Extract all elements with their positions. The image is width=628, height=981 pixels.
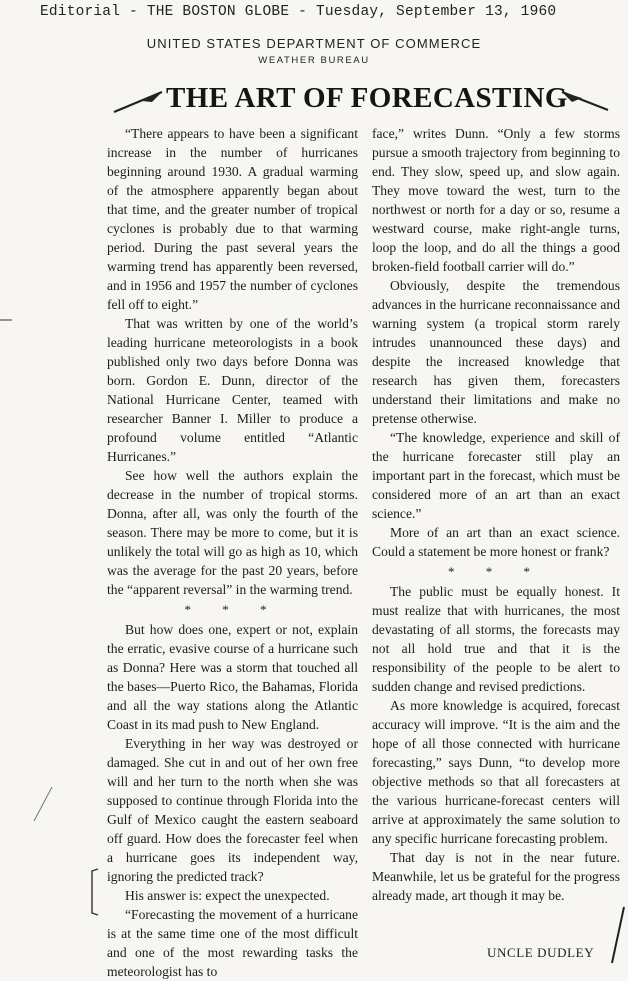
left-flourish-icon bbox=[112, 88, 164, 114]
paragraph: See how well the authors explain the decrease in the number of tropical storms. Donna, after all, was only the fourth of the season. There may be more to come, but it is unlikely the total will go as high as 10, which was the average for the past 20 years, before the “apparent reversal” in the warming trend. bbox=[107, 468, 358, 597]
margin-dash-icon bbox=[0, 318, 14, 322]
paragraph: But how does one, expert or not, explain the erratic, evasive course of a hurricane such as Donna? Here was a storm that touched all the bases—Puerto Rico, the Bahamas, Florida and all the way stations along the Atlantic Coast in its mad push to New England. bbox=[107, 622, 358, 732]
paragraph: That was written by one of the world’s leading hurricane meteorologists in a book published only two days before Donna was born. Gordon E. Dunn, director of the National Hurricane Center, teamed with researcher Banner I. Miller to produce a profound volume entitled “Atlantic Hurricanes.” bbox=[107, 316, 358, 464]
paragraph: face,” writes Dunn. “Only a few storms pursue a smooth trajectory from beginning to end. They slow, speed up, and slow again. They move toward the west, turn to the northwest or north for a day or so, resume a westward course, make right-angle turns, loop the loop, and do all the things a good broken-field football carrier will do.” bbox=[372, 126, 620, 274]
right-column bbox=[372, 124, 620, 905]
paragraph: “Forecasting the movement of a hurricane is at the same time one of the most difficult and one of the most rewarding tasks the meteorologist has to bbox=[107, 907, 358, 979]
margin-pencil-mark-icon bbox=[30, 785, 56, 825]
bureau-heading: WEATHER BUREAU bbox=[258, 55, 370, 66]
section-separator: * * * bbox=[448, 564, 544, 579]
title-block bbox=[0, 82, 628, 122]
paragraph: Everything in her way was destroyed or damaged. She cut in and out of her own free will and her turn to the north when she was supposed to continue through Florida into the Gulf of Mexico caught the eastern seaboard off guard. How does the forecaster feel when a hurricane goes its independent way, ignoring the predicted track? bbox=[107, 736, 358, 884]
department-heading: UNITED STATES DEPARTMENT OF COMMERCE bbox=[146, 36, 482, 51]
section-separator: * * * bbox=[184, 602, 281, 617]
margin-bracket-icon bbox=[90, 868, 100, 916]
paragraph: “The knowledge, experience and skill of the hurricane forecaster still play an important part in the forecast, which must be considered more of an art than an exact science.” bbox=[372, 430, 620, 521]
paragraph: Obviously, despite the tremendous advances in the hurricane reconnaissance and warning system (a tropical storm rarely intrudes unannounced these days) and despite the increased knowledge that research has given them, forecasters understand their limitations and make no pretense otherwise. bbox=[372, 278, 620, 426]
left-column bbox=[107, 124, 358, 981]
right-flourish-icon bbox=[560, 88, 610, 114]
paragraph: More of an art than an exact science. Could a statement be more honest or frank? bbox=[372, 525, 620, 559]
paragraph: “There appears to have been a significant increase in the number of hurricanes beginning around 1930. A gradual warming of the atmosphere apparently began about that time, and the greater number of tropical cyclones is probably due to that warming period. During the past several years the warming trend has apparently been reversed, and in 1956 and 1957 the number of cyclones fell off to eight.” bbox=[107, 126, 358, 312]
article-title: THE ART OF FORECASTING bbox=[166, 82, 568, 114]
dateline: Editorial - THE BOSTON GLOBE - Tuesday, September 13, 1960 bbox=[40, 4, 557, 20]
paragraph: That day is not in the near future. Meanwhile, let us be grateful for the progress already made, art though it may be. bbox=[372, 850, 620, 903]
paragraph: As more knowledge is acquired, forecast accuracy will improve. “It is the aim and the hope of all those connected with hurricane forecasting,” says Dunn, “to develop more objective methods so that all forecasters at the various hurricane-forecast centers will arrive at approximately the same solution to any specific hurricane forecasting problem. bbox=[372, 698, 620, 846]
paragraph: The public must be equally honest. It must realize that with hurricanes, the most devastating of all storms, the forecasts may not all hold true and that it is the responsibility of the people to be alert to sudden change and revised predictions. bbox=[372, 584, 620, 694]
signature: UNCLE DUDLEY bbox=[487, 945, 595, 960]
edge-stroke-icon bbox=[604, 905, 626, 965]
paragraph: His answer is: expect the unexpected. bbox=[125, 888, 330, 903]
